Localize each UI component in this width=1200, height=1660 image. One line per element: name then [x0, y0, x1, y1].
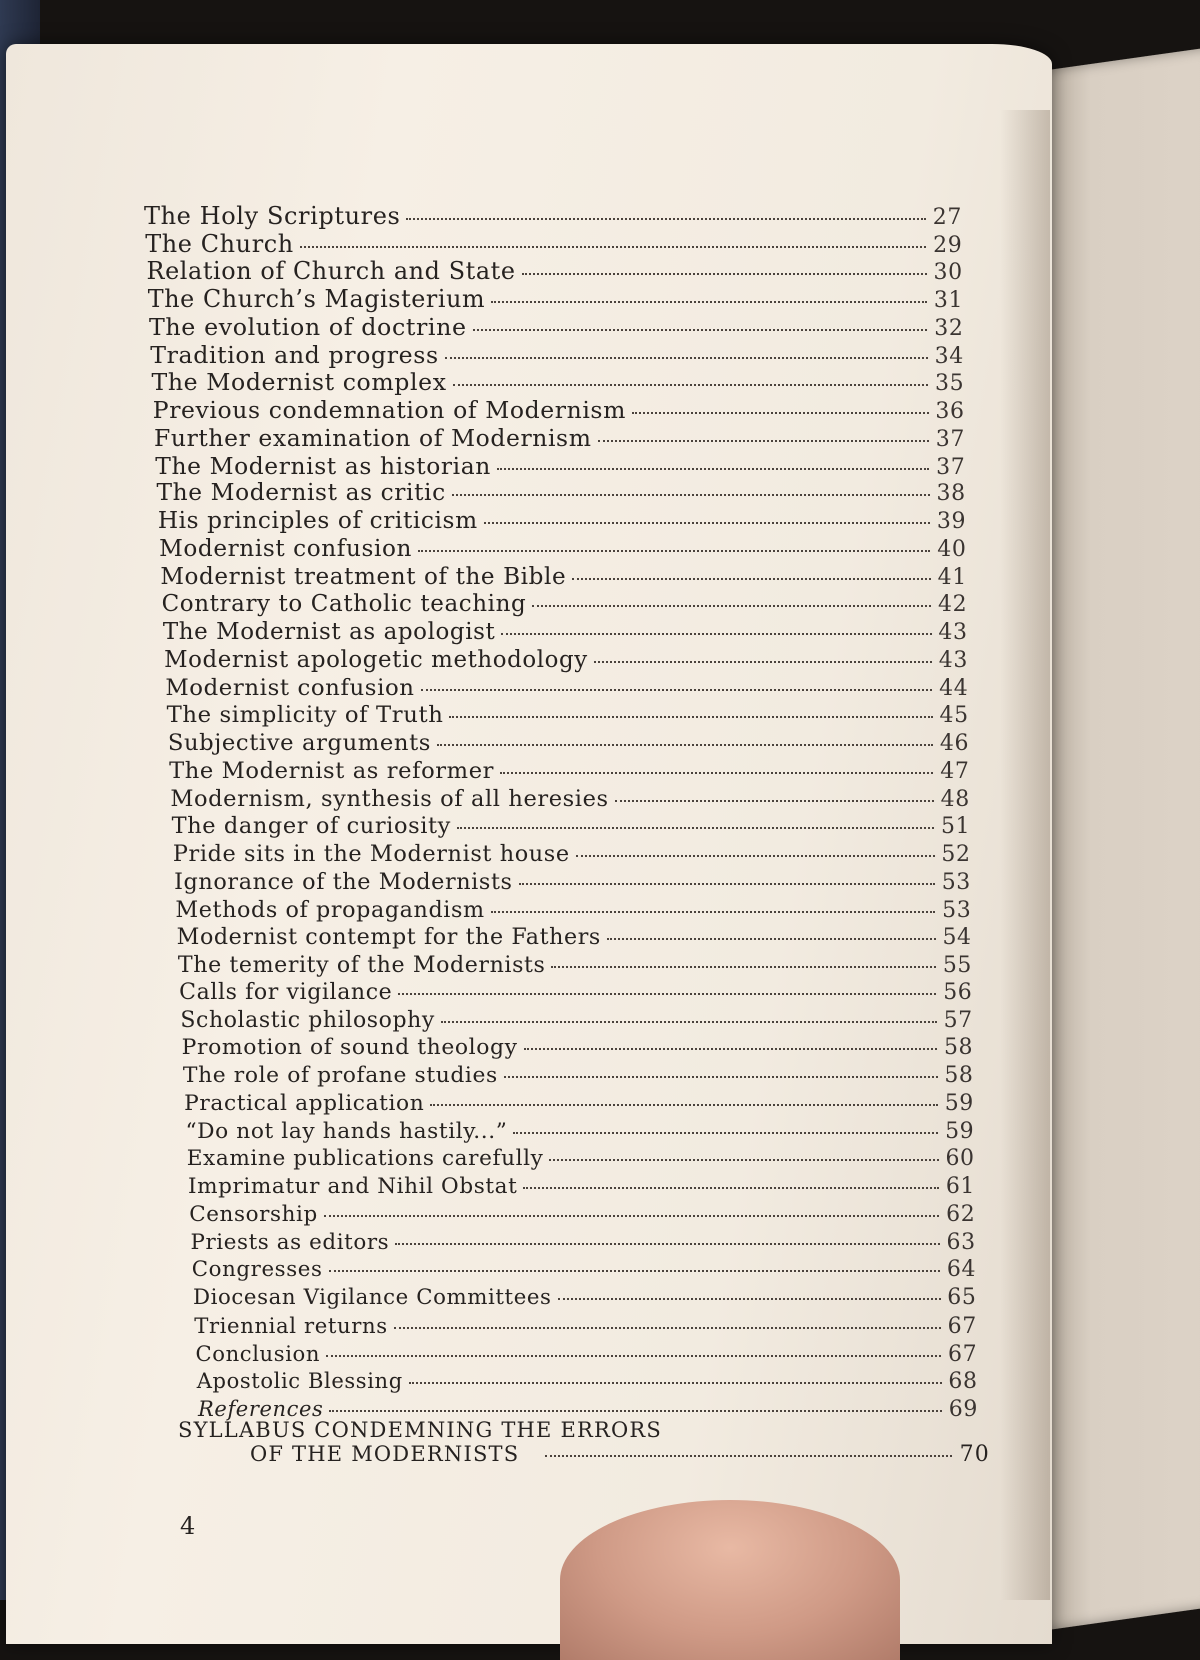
toc-entry-title: The Modernist as historian — [155, 451, 491, 480]
toc-entry-page: 69 — [948, 1397, 978, 1422]
toc-entry — [180, 1007, 972, 1035]
dot-leader — [523, 1186, 939, 1189]
dot-leader — [615, 799, 934, 802]
dot-leader — [500, 771, 933, 774]
toc-entry — [189, 1201, 975, 1229]
toc-entry-title: Contrary to Catholic teaching — [161, 591, 527, 618]
toc-entry — [145, 230, 962, 260]
toc-entry-title: The Modernist as critic — [156, 479, 446, 507]
toc-entry — [150, 341, 964, 371]
toc-entry-page: 58 — [944, 1063, 974, 1089]
dot-leader — [437, 743, 933, 746]
toc-entry — [157, 479, 966, 508]
toc-entry — [164, 646, 968, 675]
toc-entry-title: References — [198, 1397, 324, 1421]
toc-entry-title: The Church — [145, 229, 294, 258]
toc-entry — [192, 1256, 976, 1284]
toc-entry-page: 43 — [938, 620, 968, 646]
toc-entry — [158, 507, 966, 536]
toc-entry-page: 61 — [945, 1174, 976, 1200]
toc-entry-title: Examine publications carefully — [186, 1146, 544, 1172]
toc-entry — [169, 757, 969, 786]
toc-entry-title: The Church’s Magisterium — [147, 285, 486, 314]
toc-entry — [147, 257, 963, 287]
toc-entry-page: 36 — [935, 399, 965, 425]
toc-entry-page: 60 — [945, 1146, 975, 1172]
dot-leader — [457, 826, 934, 829]
dot-leader — [406, 217, 926, 220]
toc-entry — [170, 785, 969, 814]
toc-entry — [175, 896, 971, 925]
toc-entry-title: The role of profane studies — [182, 1063, 498, 1089]
toc-entry — [194, 1312, 977, 1341]
page-number: 4 — [180, 1512, 196, 1540]
toc-entry — [165, 674, 968, 703]
toc-entry-title: Previous condemnation of Modernism — [152, 396, 626, 425]
toc-entry-page: 47 — [940, 758, 970, 784]
toc-entry-page: 44 — [939, 675, 969, 701]
dot-leader — [522, 272, 927, 275]
toc-entry-page: 48 — [940, 786, 970, 812]
toc-entry — [193, 1284, 977, 1312]
toc-entry-page: 59 — [945, 1118, 975, 1144]
toc-entry-title: Imprimatur and Nihil Obstat — [187, 1174, 518, 1200]
toc-entry — [185, 1118, 974, 1146]
toc-entry-title: Modernist treatment of the Bible — [160, 563, 567, 590]
toc-entry-page: 39 — [936, 509, 967, 535]
syllabus-entry — [250, 1442, 990, 1467]
toc-entry-page: 40 — [937, 536, 967, 562]
syllabus-title-line2: OF THE MODERNISTS — [250, 1442, 520, 1466]
dot-leader — [594, 660, 932, 663]
dot-leader — [324, 1214, 940, 1217]
toc-entry-page: 59 — [944, 1090, 974, 1116]
toc-entry-page: 45 — [939, 703, 969, 729]
toc-entry — [179, 979, 972, 1007]
dot-leader — [409, 1381, 942, 1384]
dot-leader — [519, 882, 935, 885]
dot-leader — [430, 1103, 938, 1106]
toc-entry — [187, 1145, 975, 1173]
dot-leader — [329, 1269, 941, 1272]
dot-leader — [453, 383, 929, 386]
toc-entry-title: Methods of propagandism — [175, 896, 485, 923]
dot-leader — [394, 1326, 941, 1329]
toc-entry-page: 38 — [936, 481, 966, 507]
toc-entry-page: 64 — [946, 1257, 977, 1283]
toc-entry-page: 68 — [948, 1369, 978, 1395]
toc-entry — [163, 618, 968, 647]
dot-leader — [504, 1075, 938, 1078]
toc-entry-page: 58 — [943, 1035, 974, 1061]
dot-leader — [452, 493, 930, 496]
toc-entry-page: 53 — [941, 869, 971, 895]
toc-entry-title: Pride sits in the Modernist house — [172, 841, 570, 868]
toc-entry-title: The danger of curiosity — [171, 813, 451, 840]
toc-entry-page: 30 — [933, 260, 963, 286]
toc-entry-title: The Holy Scriptures — [144, 202, 401, 230]
toc-entry-title: Ignorance of the Modernists — [174, 868, 513, 895]
toc-entry-page: 27 — [932, 205, 962, 230]
toc-entry — [162, 590, 968, 619]
toc-entry-page: 43 — [938, 647, 968, 673]
dot-leader — [441, 1020, 937, 1023]
toc-entry-page: 37 — [935, 426, 965, 452]
toc-entry-page: 67 — [948, 1341, 978, 1367]
toc-entry — [160, 563, 967, 592]
toc-entry-title: Triennial returns — [194, 1312, 388, 1338]
toc-entry-title: Priests as editors — [190, 1229, 390, 1255]
toc-entry-title: Congresses — [191, 1257, 323, 1283]
toc-entry-page: 46 — [939, 731, 970, 757]
toc-entry — [148, 285, 963, 315]
dot-leader — [632, 411, 929, 414]
toc-entry-page: 42 — [938, 592, 968, 618]
toc-entry-title: The simplicity of Truth — [166, 702, 444, 729]
toc-entry-title: The Modernist as apologist — [162, 619, 496, 646]
toc-entry — [182, 1034, 973, 1062]
dot-leader — [491, 300, 927, 303]
toc-entry-title: Further examination of Modernism — [154, 423, 592, 452]
toc-entry — [153, 396, 965, 426]
toc-entry-title: Relation of Church and State — [146, 257, 516, 286]
toc-entry — [195, 1340, 977, 1369]
toc-entry-title: Censorship — [189, 1201, 318, 1227]
dot-leader — [484, 521, 930, 524]
toc-entry-title: Promotion of sound theology — [181, 1035, 518, 1061]
dot-leader — [326, 1354, 941, 1357]
dot-leader — [545, 1455, 951, 1457]
toc-entry-title: Modernist confusion — [159, 535, 413, 562]
toc-entry — [155, 452, 965, 482]
toc-entry-page: 37 — [936, 454, 966, 480]
toc-entry-title: The evolution of doctrine — [149, 312, 467, 341]
toc-entry-title: Subjective arguments — [167, 730, 432, 757]
toc-entry-page: 35 — [935, 371, 965, 397]
dot-leader — [513, 1131, 938, 1134]
toc-entry-title: The temerity of the Modernists — [177, 952, 546, 979]
toc-entry-title: Diocesan Vigilance Committees — [192, 1285, 552, 1311]
toc-entry — [159, 535, 966, 564]
toc-entry-title: Modernist apologetic methodology — [164, 646, 588, 673]
toc-entry-page: 65 — [947, 1285, 977, 1311]
dot-leader — [491, 910, 936, 913]
toc-entry — [173, 840, 971, 869]
toc-entry-page: 56 — [943, 979, 973, 1005]
toc-entry-title: Apostolic Blessing — [196, 1368, 403, 1394]
toc-entry — [197, 1367, 978, 1396]
thumb — [560, 1500, 900, 1660]
toc-entry-page: 55 — [942, 953, 973, 979]
toc-entry — [172, 812, 971, 841]
toc-entry-page: 34 — [934, 343, 964, 369]
toc-entry-title: Modernist contempt for the Fathers — [176, 924, 601, 951]
dot-leader — [558, 1297, 941, 1300]
toc-entry — [178, 951, 972, 980]
toc-entry-title: Practical application — [184, 1090, 425, 1116]
toc-entry — [190, 1229, 975, 1257]
dot-leader — [524, 1047, 938, 1050]
dot-leader — [421, 688, 933, 691]
dot-leader — [449, 715, 932, 718]
toc-entry-page: 51 — [940, 814, 971, 840]
dot-leader — [329, 1409, 942, 1412]
toc-entry-title: Modernist confusion — [165, 674, 415, 701]
toc-entry-page: 63 — [946, 1229, 976, 1255]
dot-leader — [473, 328, 928, 331]
toc-entry-page: 29 — [933, 232, 963, 258]
toc-entry — [188, 1173, 975, 1201]
toc-entry-page: 67 — [947, 1313, 977, 1339]
dot-leader — [598, 439, 929, 442]
toc-entry-title: His principles of criticism — [157, 507, 478, 535]
toc-entry-title: Conclusion — [195, 1340, 321, 1366]
dot-leader — [532, 604, 931, 607]
toc-entry — [149, 313, 963, 343]
toc-entry — [152, 368, 965, 398]
toc-entry-title: The Modernist as reformer — [169, 757, 495, 784]
toc-entry-page: 31 — [933, 288, 964, 314]
toc-entry — [167, 701, 969, 730]
toc-entry-page: 32 — [934, 315, 964, 341]
toc-entry-page: 62 — [946, 1201, 976, 1227]
toc-entry-title: Calls for vigilance — [179, 979, 393, 1005]
dot-leader — [607, 937, 936, 940]
dot-leader — [501, 632, 931, 635]
dot-leader — [395, 1242, 939, 1245]
toc-entry-title: The Modernist complex — [151, 368, 447, 397]
syllabus-title-line1: SYLLABUS CONDEMNING THE ERRORS — [178, 1418, 663, 1442]
dot-leader — [572, 577, 931, 580]
toc-entry — [174, 868, 971, 897]
toc-entry-page: 54 — [942, 925, 972, 951]
dot-leader — [445, 356, 928, 359]
dot-leader — [497, 467, 929, 470]
toc-entry-title: Tradition and progress — [150, 340, 439, 369]
toc-entry-page: 52 — [941, 842, 971, 868]
toc-entry-title: “Do not lay hands hastily...” — [185, 1118, 508, 1144]
dot-leader — [300, 245, 927, 248]
toc-entry-page: 53 — [942, 897, 972, 923]
toc-entry — [177, 923, 972, 952]
dot-leader — [549, 1158, 938, 1161]
toc-entry — [183, 1062, 974, 1090]
toc-entry — [168, 729, 969, 758]
toc-entry-title: Scholastic philosophy — [180, 1007, 435, 1033]
syllabus-page-number: 70 — [959, 1442, 990, 1467]
dot-leader — [398, 992, 936, 995]
toc-entry — [154, 424, 965, 454]
dot-leader — [418, 549, 930, 552]
dot-leader — [551, 965, 936, 968]
toc-entry-title: Modernism, synthesis of all heresies — [170, 785, 609, 812]
dot-leader — [576, 854, 935, 857]
toc-entry — [184, 1090, 974, 1118]
toc-entry — [144, 202, 962, 232]
toc-entry-page: 41 — [937, 564, 967, 590]
toc-entry-page: 57 — [943, 1007, 973, 1033]
